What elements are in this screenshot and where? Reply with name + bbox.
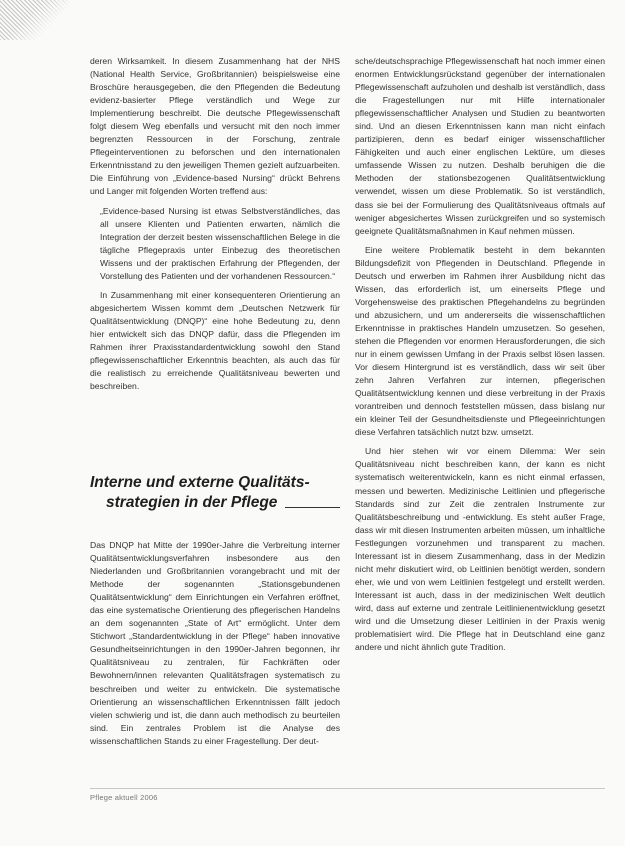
paragraph: Eine weitere Problematik besteht in dem bekannten Bildungsdefizit von Pflegenden in Deutschland. Pflegende in Deutsch und erwerben im Rahmen ihrer Ausbildung nicht das Wissen, das erforderlich ist, um einerseits Pflege und Vorgehensweise des praktischen Pflegehandelns zu begründen und abzusichern, und um andererseits die wissenschaftlichen Erkenntnisse in praktisches Handeln umzusetzen. So gesehen, stehen die Pflegenden vor enormen Herausforderungen, die sich nur in einem gewissen Umfang in der Praxis selbst lösen lassen. Vor diesem Hintergrund ist es verständlich, dass wir seit über zehn Jahren Verfahren zur internen, pflegerischen Qualitätsentwicklung kennen und diese verbreitung in der Praxis vorantreiben und dennoch feststellen müssen, dass bislang nur ein kleiner Teil der Gesundheitsdienste und Pflegeeinrichtungen diese Verfahren tatsächlich nutzt bzw. umsetzt. [355,244,605,438]
section-heading-line-1: Interne und externe Qualitäts- [90,474,310,491]
right-column [355,55,605,654]
document-page [90,55,605,815]
scan-corner-mark [0,0,70,40]
section-heading-line-2 [90,493,340,513]
paragraph: Das DNQP hat Mitte der 1990er-Jahre die Verbreitung interner Qualitätsentwicklungsverfahren insbesondere aus den Niederlanden und Großbritannien vorangebracht und mit der Methode der sogenannten „Stationsgebundenen Qualitätsentwicklung“ dem Einrichtungen ein Verfahren eröffnet, das eine systematische Orientierung des pflegerischen Handelns an dem sogenannten „State of Art“ ermöglicht. Unter dem Stichwort „Standardentwicklung in der Pflege“ haben innovative Gesundheitseinrichtungen in den 1990er-Jahren begonnen, ihr Qualitätsniveau zu zentralen, für Fachkräften oder Bewohnern/innen relevanten Qualitätsfragen systematisch zu beschreiben und weiter zu entwickeln. Die systematische Orientierung an wissenschaftlichen Erkenntnissen fällt jedoch vielen schwierig und ist, die dann auch methodisch zu beurteilen sind. Ein zentrales Problem ist die Analyse des wissenschaftlichen Stands zu einer Fragestellung. Der deut- [90,540,340,746]
heading-rule [285,507,340,508]
footer-rule [90,788,605,789]
section-heading [90,473,340,513]
block-quote: „Evidence-based Nursing ist etwas Selbstverständliches, das all unsere Klienten und Patienten erwarten, nämlich die Integration der derzeit besten wissenschaftlichen Belege in die tägliche Pflegepraxis unter Einbezug des theoretischen Wissens und der praktischen Erfahrung der Pflegenden, der Vorstellung des Patienten und der vorhandenen Ressourcen.“ [100,205,340,281]
paragraph: deren Wirksamkeit. In diesem Zusammenhang hat der NHS (National Health Service, Großbritannien) beispielsweise eine Broschüre herausgegeben, die den Pflegenden die Bedeutung evidenz-basierter Pflege verständlich und Wege zur Implementierung beschreibt. Die deutsche Pflegewissenschaft folgt diesem Weg ebenfalls und versucht mit den noch immer begrenzten Ressourcen in der Forschung, zentrale Pflegeinterventionen zu beforschen und den internationalen Erkenntnisstand zu den jeweiligen Themen gezielt aufzuarbeiten. Die Einführung von „Evidence-based Nursing“ drückt Behrens und Langer mit folgenden Worten treffend aus: [90,56,340,197]
paragraph: In Zusammenhang mit einer konsequenteren Orientierung an abgesichertem Wissen kommt dem „Deutschen Netzwerk für Qualitätsentwicklung (DNQP)“ eine hohe Bedeutung zu, denn hier entwickelt sich das DNQP dafür, dass die Pflegenden im Rahmen ihrer Praxisstandardentwicklung sowohl den Stand pflegewissenschaftlicher Erkenntnis beachten, als auch das für die realistisch zu erreichende Qualitätsniveau bewerten und beschreiben. [90,289,340,392]
page-footer: Pflege aktuell 2006 [90,793,158,802]
left-column [90,55,340,393]
paragraph: Und hier stehen wir vor einem Dilemma: Wer sein Qualitätsniveau nicht beschreiben kann, der kann es nicht systematisch weiterentwickeln, kann es nicht einmal erfassen, messen und bewerten. Medizinische Leitlinien und pflegerische Standards sind zur Zeit die zentralen Instrumente zur Qualitätsbeschreibung und -entwicklung. Es steht außer Frage, dass wir mit diesen Instrumenten arbeiten müssen, um inhaltliche Festlegungen vorzunehmen und transparent zu machen. Interessant ist in diesem Zusammenhang, dass in der Medizin nicht mehr diskutiert wird, ob Leitlinien benötigt werden, sondern eher, wie und von wem Leitlinien festgelegt und erstellt werden. Interessant ist auch, dass in der medizinischen Welt deutlich wird, dass auf externe und zentrale Leitlinienentwicklung gesetzt wird und die Umsetzung dieser Leitlinien in der Praxis wenig problematisiert wird. Die Pflege hat in Deutschland eine ganz andere und nicht ähnlich gute Tradition. [355,446,605,653]
section-heading-line-2-text: strategien in der Pflege [106,494,278,511]
paragraph: sche/deutschsprachige Pflegewissenschaft hat noch immer einen enormen Entwicklungsrückstand gegenüber der internationalen Pflegewissenschaft aufzuholen und deshalb ist verständlich, dass die Fragestellungen nur mit Hilfe internationaler pflegewissenschaftlicher Analysen und Studien zu beantworten sind. Und an diesen Erkenntnissen kann man nicht einfach partizipieren, denn es bedarf einiger wissenschaftlicher Fähigkeiten und auch einer englischen Lektüre, um dieses umfassende Wissen zu nutzen. Deshalb beruhigen die die Methoden der stationsbezogenen Qualitätsentwicklung verwendet, wissen um diese Problematik. So ist verständlich, dass sie bei der Formulierung des Qualitätsniveaus oftmals auf weniger abgesichertes Wissen zurückgreifen und so systemisch geeignete Qualitätsmaßnahmen in Kauf nehmen müssen. [355,56,605,236]
left-column-lower [90,539,340,748]
